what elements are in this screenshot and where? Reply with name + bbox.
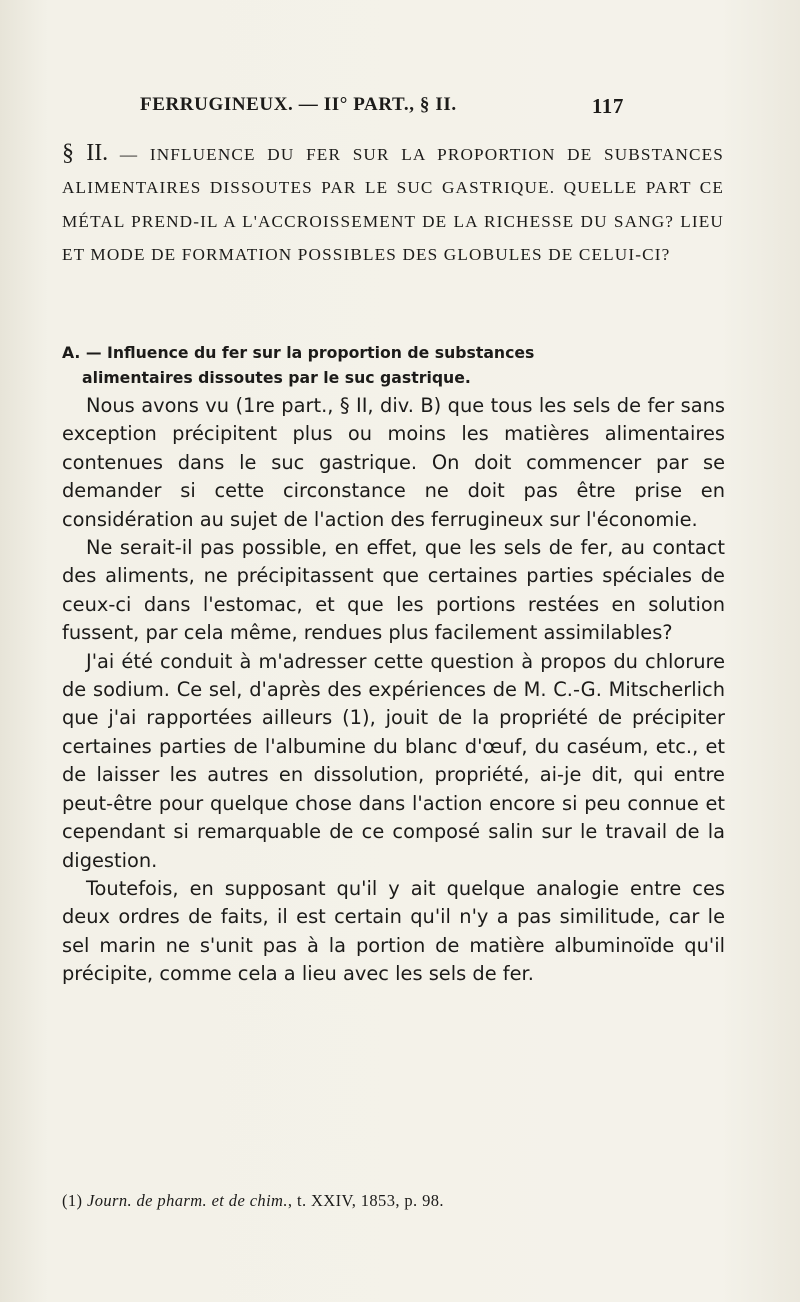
subsection-heading-line2: alimentaires dissoutes par le suc gastrique.: [82, 368, 471, 387]
section-heading: [62, 137, 724, 272]
section-number: § II.: [62, 140, 109, 166]
paragraph: J'ai été conduit à m'adresser cette question à propos du chlorure de sodium. Ce sel, d'après des expériences de M. C.-G. Mitscherlich que j'ai rapportées ailleurs (1), jouit de la propriété de précipiter certaines parties de l'albumine du blanc d'œuf, du caséum, etc., et de laisser les autres en dissolution, propriété, ai-je dit, qui entre peut-être pour quelque chose dans l'action encore si peu connue et cependant si remarquable de ce composé salin sur le travail de la digestion.: [62, 649, 725, 872]
paragraph: Toutefois, en supposant qu'il y ait quelque analogie entre ces deux ordres de faits, il est certain qu'il n'y a pas similitude, car le sel marin ne s'unit pas à la portion de matière albuminoïde qu'il précipite, comme cela a lieu avec les sels de fer.: [62, 876, 725, 986]
subsection-heading: [62, 340, 724, 390]
paragraph: Nous avons vu (1re part., § II, div. B) que tous les sels de fer sans exception précipitent plus ou moins les matières alimentaires contenues dans le suc gastrique. On doit commencer par se demander si cette circonstance ne doit pas être prise en considération au sujet de l'action des ferrugineux sur l'économie.: [62, 394, 725, 531]
footnote-journal: Journ. de pharm. et de chim.: [86, 1191, 288, 1210]
page-number: 117: [591, 94, 624, 118]
running-title: FERRUGINEUX. — II° PART., § II.: [140, 94, 457, 115]
footnote-reference: , t. XXIV, 1853, p. 98.: [287, 1191, 444, 1210]
body-text: [62, 392, 725, 989]
footnote: [62, 1191, 725, 1211]
subsection-heading-line1: A. — Influence du fer sur la proportion de substances: [62, 343, 535, 362]
footnote-marker: (1): [62, 1191, 83, 1210]
section-title-text: — INFLUENCE DU FER SUR LA PROPORTION DE SUBSTANCES ALIMENTAIRES DISSOUTES PAR LE SUC GASTRIQUE. QUELLE PART CE MÉTAL PREND-IL A L'ACCROISSEMENT DE LA RICHESSE DU SANG? LIEU ET MODE DE FORMATION POSSIBLES DES GLOBULES DE CELUI-CI?: [62, 145, 724, 265]
paragraph: Ne serait-il pas possible, en effet, que les sels de fer, au contact des aliments, ne précipitassent que certaines parties spéciales de ceux-ci dans l'estomac, et que les portions restées en solution fussent, par cela même, rendues plus facilement assimilables?: [62, 536, 725, 645]
